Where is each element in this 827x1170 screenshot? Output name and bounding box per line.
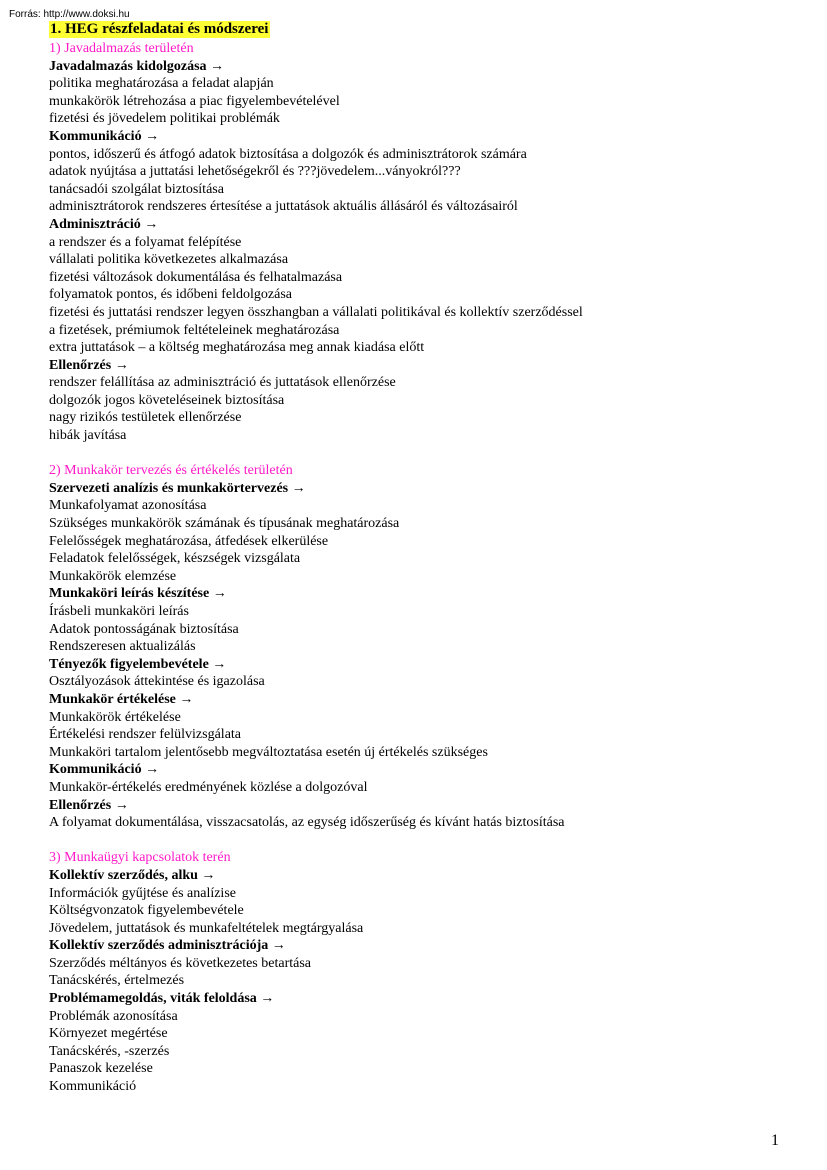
list-item: rendszer felállítása az adminisztráció és juttatások ellenőrzése bbox=[49, 375, 396, 391]
list-item: Tanácskérés, -szerzés bbox=[49, 1043, 170, 1059]
subheading: Ellenőrzés → bbox=[49, 357, 129, 373]
section-spacer bbox=[49, 832, 789, 850]
list-item: Munkakör-értékelés eredményének közlése a dolgozóval bbox=[49, 779, 368, 795]
page-number: 1 bbox=[771, 1132, 779, 1149]
list-item: dolgozók jogos követeléseinek biztosítása bbox=[49, 392, 285, 408]
list-item: munkakörök létrehozása a piac figyelembevételével bbox=[49, 93, 340, 109]
subheading: Munkaköri leírás készítése → bbox=[49, 586, 227, 602]
list-item: Információk gyűjtése és analízise bbox=[49, 885, 236, 901]
list-item: Tanácskérés, értelmezés bbox=[49, 973, 185, 989]
list-item: Szerződés méltányos és következetes betartása bbox=[49, 955, 312, 971]
subheading: Javadalmazás kidolgozása → bbox=[49, 58, 225, 74]
list-item: tanácsadói szolgálat biztosítása bbox=[49, 181, 224, 197]
page-title: 1. HEG részfeladatai és módszerei bbox=[50, 21, 269, 37]
list-item: Kommunikáció bbox=[49, 1079, 137, 1095]
subheading: Kollektív szerződés adminisztrációja → bbox=[49, 938, 286, 954]
list-item: nagy rizikós testületek ellenőrzése bbox=[49, 410, 242, 426]
list-item: Problémák azonosítása bbox=[49, 1008, 178, 1024]
subheading: Adminisztráció → bbox=[49, 216, 159, 232]
subheading: Kollektív szerződés, alku → bbox=[49, 867, 216, 883]
list-item: Szükséges munkakörök számának és típusának meghatározása bbox=[49, 516, 400, 532]
section-spacer bbox=[49, 445, 789, 463]
section bbox=[49, 849, 789, 1095]
subheading: Ellenőrzés → bbox=[49, 797, 129, 813]
list-item: Írásbeli munkaköri leírás bbox=[49, 604, 189, 619]
list-item: Panaszok kezelése bbox=[49, 1061, 153, 1077]
list-item: A folyamat dokumentálása, visszacsatolás, az egység időszerűség és kívánt hatás biztosítása bbox=[49, 815, 565, 831]
list-item: Feladatok felelősségek, készségek vizsgálata bbox=[49, 551, 301, 567]
list-item: folyamatok pontos, és időbeni feldolgozása bbox=[49, 287, 292, 303]
section-title: 2) Munkakör tervezés és értékelés területén bbox=[49, 463, 293, 479]
section-title: 3) Munkaügyi kapcsolatok terén bbox=[49, 850, 231, 866]
list-item: a rendszer és a folyamat felépítése bbox=[49, 234, 242, 250]
list-item: politika meghatározása a feladat alapján bbox=[49, 76, 274, 92]
list-item: adminisztrátorok rendszeres értesítése a juttatások aktuális állásáról és változásairól bbox=[49, 199, 518, 215]
list-item: Rendszeresen aktualizálás bbox=[49, 639, 196, 655]
subheading: Problémamegoldás, viták feloldása → bbox=[49, 991, 275, 1007]
subheading: Tényezők figyelembevétele → bbox=[49, 656, 227, 672]
list-item: fizetési változások dokumentálása és felhatalmazása bbox=[49, 269, 343, 285]
subheading: Kommunikáció → bbox=[49, 128, 160, 144]
list-item: extra juttatások – a költség meghatározása meg annak kiadása előtt bbox=[49, 340, 425, 356]
list-item: fizetési és juttatási rendszer legyen összhangban a vállalati politikával és kollektív szerződéssel bbox=[49, 304, 583, 320]
section bbox=[49, 462, 789, 831]
list-item: hibák javítása bbox=[49, 428, 127, 444]
subheading: Munkakör értékelése → bbox=[49, 691, 194, 707]
list-item: vállalati politika következetes alkalmazása bbox=[49, 252, 289, 268]
list-item: Adatok pontosságának biztosítása bbox=[49, 621, 239, 637]
subheading: Szervezeti analízis és munkakörtervezés → bbox=[49, 480, 306, 496]
list-item: Környezet megértése bbox=[49, 1026, 168, 1042]
list-item: fizetési és jövedelem politikai problémák bbox=[49, 111, 280, 127]
list-item: Munkakörök értékelése bbox=[49, 709, 181, 725]
list-item: a fizetések, prémiumok feltételeinek meghatározása bbox=[49, 322, 340, 338]
list-item: Jövedelem, juttatások és munkafeltételek megtárgyalása bbox=[49, 920, 364, 936]
list-item: Munkakörök elemzése bbox=[49, 568, 177, 584]
list-item: Osztályozások áttekintése és igazolása bbox=[49, 674, 265, 690]
list-item: Munkaköri tartalom jelentősebb megváltoztatása esetén új értékelés szükséges bbox=[49, 744, 488, 760]
list-item: pontos, időszerű és átfogó adatok biztosítása a dolgozók és adminisztrátorok számára bbox=[49, 146, 527, 162]
list-item: Munkafolyamat azonosítása bbox=[49, 498, 207, 514]
document-body bbox=[49, 40, 789, 1096]
list-item: Költségvonzatok figyelembevétele bbox=[49, 903, 244, 919]
section bbox=[49, 40, 789, 445]
subheading: Kommunikáció → bbox=[49, 762, 160, 778]
list-item: adatok nyújtása a juttatási lehetőségekről és ???jövedelem...ványokról??? bbox=[49, 164, 461, 180]
list-item: Felelősségek meghatározása, átfedések elkerülése bbox=[49, 533, 329, 549]
source-label: Forrás: http://www.doksi.hu bbox=[9, 9, 130, 20]
section-title: 1) Javadalmazás területén bbox=[49, 41, 194, 56]
list-item: Értékelési rendszer felülvizsgálata bbox=[49, 727, 242, 743]
